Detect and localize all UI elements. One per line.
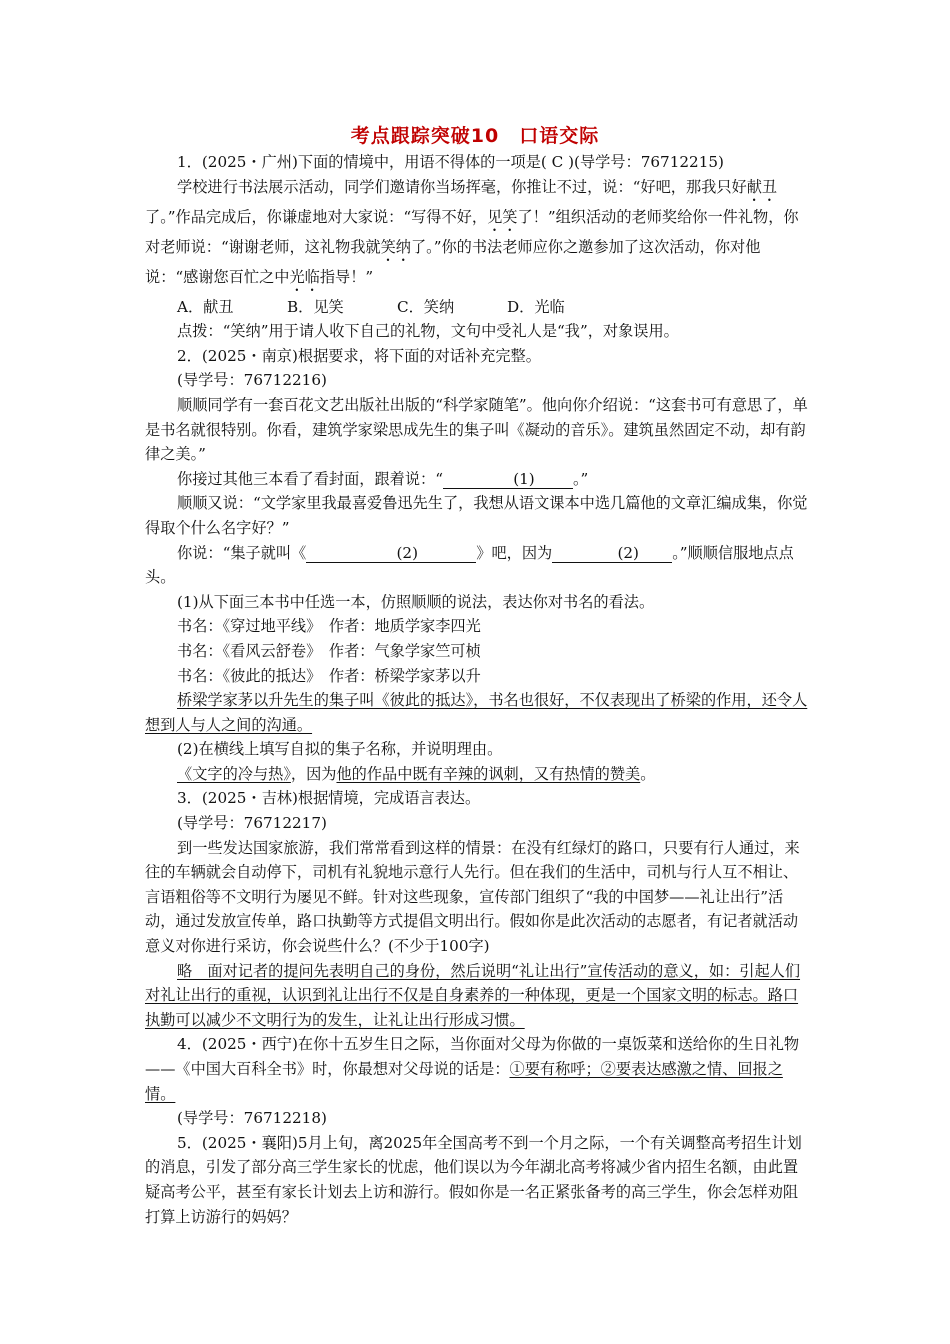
keyword-xianchou: 献丑: [746, 177, 778, 196]
option-b: B．见笑: [287, 297, 344, 316]
book-item: 书名：《看风云舒卷》 作者：气象学家竺可桢: [177, 641, 481, 660]
question-2-passage-2: 你接过其他三本看了看封面，跟着说：“ (1) 。”: [177, 469, 589, 488]
book-item: 书名：《彼此的抵达》 作者：桥梁学家茅以升: [177, 666, 481, 685]
question-1-note: 点拨：“笑纳”用于请人收下自己的礼物，文句中受礼人是“我”，对象误用。: [177, 322, 679, 341]
question-3-passage: 到一些发达国家旅游，我们常常看到这样的情景：在没有红绿灯的路口，只要有行人通过，来往的车辆就会自动停下，司机有礼貌地示意行人先行。但在我们的生活中，司机与行人互不相让、言语粗俗等不文明行为屡见不鲜。针对这些现象，宣传部门组织了“我的中国梦——礼让出行”活动，通过发放宣传单，路口执勤等方式提倡文明出行。假如你是此次活动的志愿者，有记者就活动意义对你进行采访，你会说些什么？(不少于100字): [145, 838, 800, 956]
question-4-code: (导学号：76712218): [177, 1109, 327, 1128]
answer-4: ①要有称呼；②要表达感激之情、回报之情。: [145, 1060, 783, 1103]
option-c: C．笑纳: [397, 297, 455, 316]
question-2-head: 2．(2025・南京)根据要求，将下面的对话补充完整。: [177, 346, 541, 365]
question-4: 4．(2025・西宁)在你十五岁生日之际，当你面对父母为你做的一桌饭菜和送给你的生日礼物——《中国大百科全书》时，你最想对父母说的话是：①要有称呼；②要表达感激之情、回报之情。: [145, 1035, 800, 1103]
question-2-sub-2: (2)在横线上填写自拟的集子名称，并说明理由。: [177, 740, 503, 759]
blank-2a: (2): [306, 544, 476, 563]
option-a: A．献丑: [177, 297, 234, 316]
option-d: D．光临: [507, 297, 565, 316]
document-body: [145, 150, 808, 1229]
answer-3: 略 面对记者的提问先表明自己的身份，然后说明“礼让出行”宣传活动的意义，如：引起人们对礼让出行的重视，认识到礼让出行不仅是自身素养的一种体现，更是一个国家文明的标志。路口执勤可以减少不文明行为的发生，让礼让出行形成习惯。: [145, 961, 801, 1029]
question-3-code: (导学号：76712217): [177, 814, 327, 833]
question-1-head: 1．(2025・广州)下面的情境中，用语不得体的一项是( C )(导学号：76712215): [177, 153, 724, 171]
answer-2-1: 桥梁学家茅以升先生的集子叫《彼此的抵达》，书名也很好，不仅表现出了桥梁的作用，还令人想到人与人之间的沟通。: [145, 691, 808, 734]
question-2-sub-1: (1)从下面三本书中任选一本，仿照顺顺的说法，表达你对书名的看法。: [177, 592, 655, 611]
question-2-passage-3: 顺顺又说：“文学家里我最喜爱鲁迅先生了，我想从语文课本中选几篇他的文章汇编成集，你觉得取个什么名字好？”: [145, 494, 808, 537]
question-2-passage-1: 顺顺同学有一套百花文艺出版社出版的“科学家随笔”。他向你介绍说：“这套书可有意思了，单是书名就很特别。你看，建筑学家梁思成先生的集子叫《凝动的音乐》。建筑虽然固定不动，却有韵律之美。”: [145, 395, 808, 464]
question-2-passage-4: 你说：“集子就叫《 (2) 》吧，因为 (2) 。”顺顺信服地点点头。: [145, 543, 794, 587]
question-1-passage: 学校进行书法展示活动，同学们邀请你当场挥毫，你推让不过，说：“好吧，那我只好献丑了。”作品完成后，你谦虚地对大家说：“写得不好，见笑了！”组织活动的老师奖给你一件礼物，你对老师说：“谢谢老师，这礼物我就笑纳了。”你的书法老师应你之邀参加了这次活动，你对他说：“感谢您百忙之中光临指导！”: [145, 177, 799, 286]
keyword-jianxiao: 见笑: [487, 207, 518, 226]
question-5: 5．(2025・襄阳)5月上旬，离2025年全国高考不到一个月之际，一个有关调整高考招生计划的消息，引发了部分高三学生家长的忧虑，他们误以为今年湖北高考将减少省内招生名额，由此置疑高考公平，甚至有家长计划去上访和游行。假如你是一名正紧张备考的高三学生，你会怎样劝阻打算上访游行的妈妈？: [145, 1133, 802, 1226]
page-title: 考点跟踪突破10 口语交际: [350, 125, 600, 147]
question-1-options: [145, 295, 808, 320]
keyword-guanglin: 光临: [289, 267, 320, 286]
question-3-head: 3．(2025・吉林)根据情境，完成语言表达。: [177, 789, 481, 808]
book-item: 书名：《穿过地平线》 作者：地质学家李四光: [177, 617, 481, 636]
blank-1: (1): [443, 470, 573, 489]
keyword-xiaona: 笑纳: [380, 237, 411, 256]
question-2-code: (导学号：76712216): [177, 371, 327, 390]
blank-2b: (2): [552, 544, 672, 563]
answer-2-2: 《文字的冷与热》，因为他的作品中既有辛辣的讽刺，又有热情的赞美。: [177, 764, 656, 783]
